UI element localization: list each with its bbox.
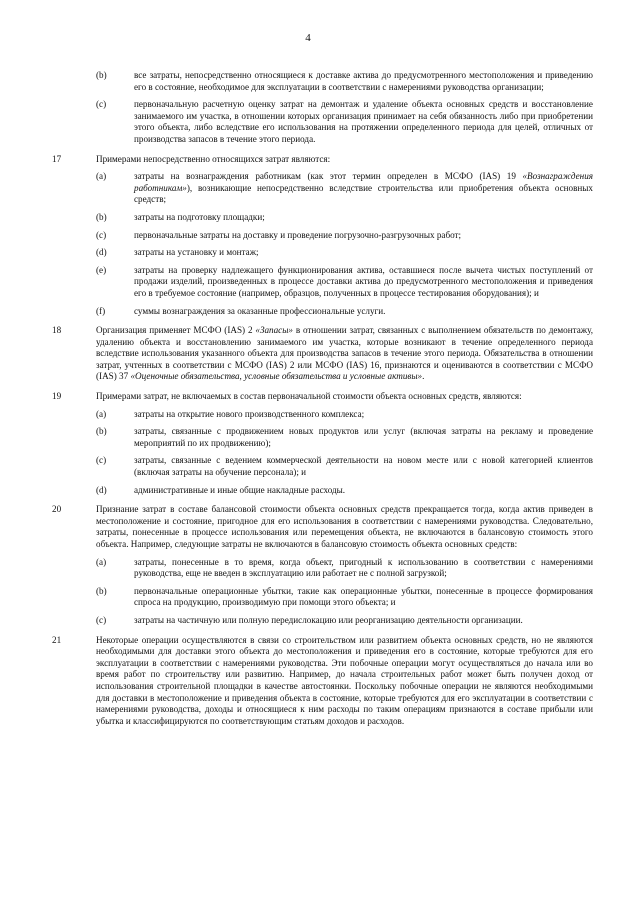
item-text: затраты на вознаграждения работникам (как этот термин определен в МСФО (IAS) 19 «Вознаграждения работникам»), возникающие непосредственно вследствие строительства или приобретения объекта основных средств; [134, 171, 593, 205]
item-label: (a) [96, 171, 107, 182]
list-item-e [96, 265, 593, 300]
item-text: административные и иные общие накладные расходы. [134, 484, 346, 495]
item-text: затраты, понесенные в то время, когда объект, пригодный к использованию в соответствии с намерениями руководства, еще не введен в эксплуатацию или работает не с полной загрузкой; [134, 556, 593, 579]
item-label: (d) [96, 247, 107, 258]
item-label: (a) [96, 556, 107, 567]
list-item-a [96, 557, 593, 580]
list-item-c [96, 455, 593, 478]
item-text: затраты на частичную или полную передислокацию или реорганизацию деятельности организации. [134, 614, 523, 625]
list-item-d [96, 247, 593, 259]
item-text: первоначальные затраты на доставку и проведение погрузочно-разгрузочных работ; [134, 229, 462, 240]
paragraph-number: 19 [52, 391, 62, 402]
item-label: (c) [96, 455, 107, 466]
paragraph-18 [52, 325, 593, 383]
list-item-b [96, 426, 593, 449]
continued-list [96, 70, 593, 146]
item-label: (f) [96, 305, 106, 316]
list-item-f [96, 306, 593, 318]
item-label: (d) [96, 484, 107, 495]
item-label: (c) [96, 99, 107, 110]
paragraph-17 [52, 154, 593, 318]
list-item-a [96, 171, 593, 206]
list-item-b [96, 212, 593, 224]
paragraph-number: 21 [52, 634, 62, 645]
list-item-c [96, 230, 593, 242]
item-text: суммы вознаграждения за оказанные профессиональные услуги. [134, 305, 386, 316]
paragraph-number: 20 [52, 504, 62, 515]
item-text: все затраты, непосредственно относящиеся к доставке актива до предусмотренного местоположения и приведению его в состояние, необходимое для эксплуатации в соответствии с намерениями руководства организации; [134, 70, 593, 92]
paragraph-text: Некоторые операции осуществляются в связи со строительством или развитием объекта основных средств, но не являются необходимыми для доставки этого объекта до местоположения и приведения его в состояние, которые требуются для его эксплуатации в соответствии с намерениями руководства. Эти побочные операции могут осуществляться до начала или во время работ по строительству или развитию. Например, до начала строительных работ может быть получен доход от использования строительной площадки в качестве автостоянки. Поскольку побочные операции не являются необходимыми для доставки в местоположение и приведения объекта в состояние, которые требуются для его эксплуатации в соответствии с намерениями руководства, доходы и относящиеся к ним расходы по таким операциям признаются в составе прибыли или убытка и классифицируются по соответствующим статьям доходов и расходов. [96, 634, 593, 726]
item-label: (c) [96, 229, 107, 240]
item-text: первоначальную расчетную оценку затрат на демонтаж и удаление объекта основных средств и восстановление занимаемого им участка, в отношении которых организация принимает на себя обязанность либо при приобретении этого объекта, либо вследствие его использования на протяжении определенного периода для целей, отличных от производства запасов в течение этого периода. [134, 99, 593, 144]
paragraph-number: 17 [52, 153, 62, 164]
paragraph-21 [52, 635, 593, 728]
document-body [52, 70, 593, 727]
list-item-c [96, 99, 593, 145]
item-text: затраты на проверку надлежащего функционирования актива, оставшиеся после вычета чистых поступлений от продажи изделий, произведенных в процессе доставки актива до предусмотренного местоположения и приведения его в требуемое состояние (например, образцов, полученных в процессе тестирования оборудования); и [134, 264, 593, 298]
paragraph-20 [52, 504, 593, 626]
list-item-d [96, 485, 593, 497]
paragraph-text: Признание затрат в составе балансовой стоимости объекта основных средств прекращается тогда, когда актив приведен в местоположение и состояние, пригодное для его использования в соответствии с намерениями руководства. Следовательно, затраты, понесенные в процессе использования или перемещения объекта, не включаются в балансовую стоимость этого объекта. Например, следующие затраты не включаются в балансовую стоимость объекта основных средств: [96, 504, 593, 549]
item-text: затраты на открытие нового производственного комплекса; [134, 408, 365, 419]
item-label: (c) [96, 614, 107, 625]
list-item-b [96, 70, 593, 93]
paragraph-number: 18 [52, 325, 62, 336]
item-text: затраты, связанные с продвижением новых продуктов или услуг (включая затраты на рекламу и проведение мероприятий по их продвижению); [134, 426, 593, 448]
item-label: (b) [96, 211, 107, 222]
item-label: (e) [96, 264, 107, 275]
paragraph-text: Примерами непосредственно относящихся затрат являются: [96, 153, 331, 164]
paragraph-19 [52, 391, 593, 496]
paragraph-text: Организация применяет МСФО (IAS) 2 «Запасы» в отношении затрат, связанных с выполнением обязательств по демонтажу, удалению объекта и восстановлению занимаемого им участка, которые возникают в течение определенного периода вследствие использования указанного объекта для производства запасов в течение этого периода. Обязательства в отношении затрат, учтенных в соответствии с МСФО (IAS) 2 или МСФО (IAS) 16, признаются и оцениваются в соответствии с МСФО (IAS) 37 «Оценочные обязательства, условные обязательства и условные активы». [96, 325, 594, 382]
item-label: (b) [96, 585, 107, 596]
item-label: (a) [96, 408, 107, 419]
item-label: (b) [96, 70, 107, 80]
paragraph-text: Примерами затрат, не включаемых в состав первоначальной стоимости объекта основных средств, являются: [96, 391, 522, 402]
item-text: затраты на подготовку площадки; [134, 211, 265, 222]
item-text: затраты на установку и монтаж; [134, 247, 259, 258]
item-label: (b) [96, 426, 107, 437]
list-item-b [96, 586, 593, 609]
list-item-c [96, 615, 593, 627]
list-item-a [96, 409, 593, 421]
item-text: затраты, связанные с ведением коммерческой деятельности на новом месте или с новой категорией клиентов (включая затраты на обучение персонала); и [134, 455, 593, 478]
item-text: первоначальные операционные убытки, такие как операционные убытки, понесенные в процессе формирования спроса на продукцию, производимую при помощи этого объекта; и [134, 585, 593, 608]
page-number: 4 [305, 32, 311, 44]
